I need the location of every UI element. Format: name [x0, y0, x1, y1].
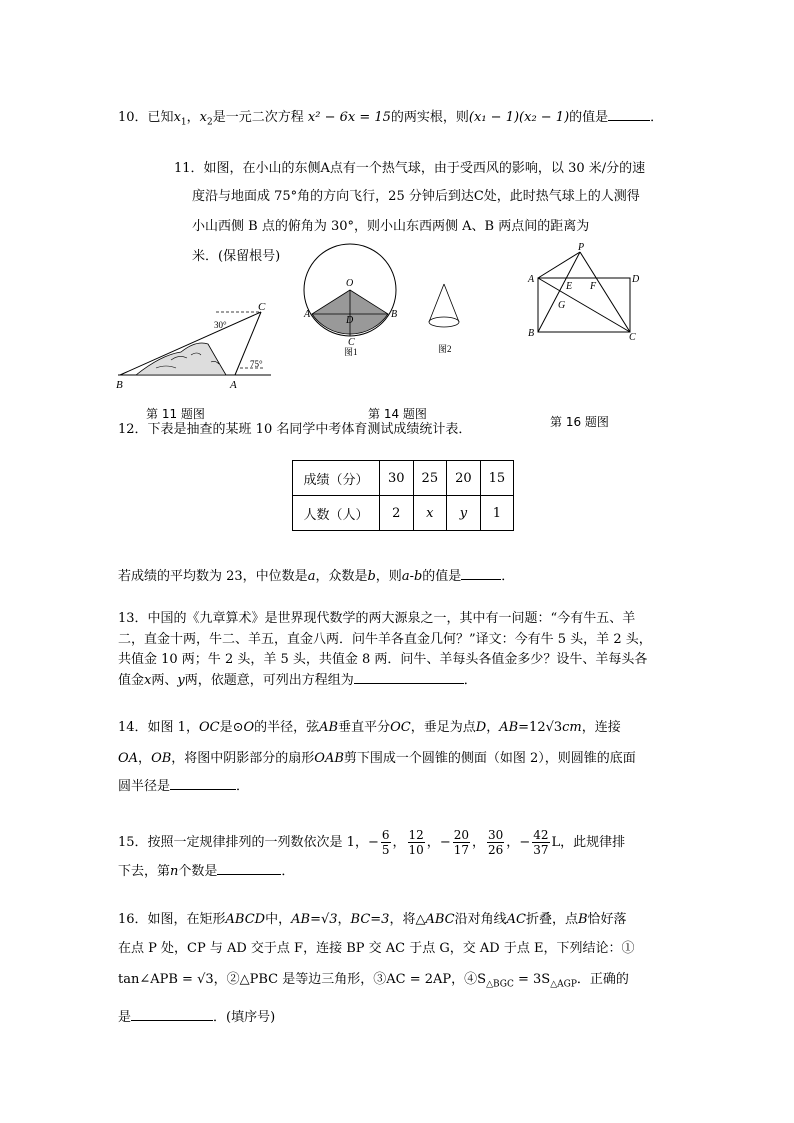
question-12: 12．下表是抽查的某班 10 名同学中考体育测试成绩统计表．	[118, 422, 472, 437]
q11-line4: 米．(保留根号)	[192, 249, 281, 264]
label-angle30: 30°	[214, 320, 227, 330]
figure-14	[302, 242, 482, 360]
q11-line3: 小山西侧 B 点的俯角为 30°，则小山东西两侧 A、B 两点间的距离为	[192, 219, 590, 234]
fraction-4: $\frac{30}{26}$	[488, 828, 504, 857]
caption-fig16: 第 16 题图	[550, 415, 609, 429]
cone-figure	[429, 284, 459, 327]
equation-10: x² − 6x = 15	[307, 110, 391, 125]
answer-blank-15	[217, 862, 281, 875]
fraction-1: $\frac{6}{5}$	[381, 828, 390, 857]
table-row: 人数（人） 2 x y 1	[293, 496, 514, 531]
fraction-2: $\frac{12}{10}$	[408, 828, 424, 857]
label-E16: E	[566, 281, 573, 292]
label-B16: B	[528, 328, 535, 339]
label-B: B	[116, 379, 123, 391]
label-D14: D	[346, 315, 354, 326]
label-G16: G	[558, 300, 566, 311]
label-O: O	[346, 278, 354, 289]
label-D16: D	[632, 274, 640, 285]
answer-blank-14	[170, 777, 236, 790]
label-A14: A	[304, 309, 311, 320]
fraction-5: $\frac{42}{37}$	[533, 828, 549, 857]
answer-blank-16	[131, 1008, 213, 1021]
caption-fig14: 第 14 题图	[368, 407, 427, 421]
sub-figure-2: 图2	[438, 344, 452, 354]
q11-line1: 11．如图，在小山的东侧A点有一个热气球，由于受西风的影响，以 30 米/分的速	[174, 161, 646, 176]
label-C: C	[258, 301, 266, 313]
question-10: 10．已知$x_1$，$x_2$是一元二次方程 x² − 6x = 15的两实根，则(x₁ − 1)(x₂ − 1)的值是 ．	[118, 110, 664, 128]
caption-fig11: 第 11 题图	[146, 407, 205, 421]
question-12-followup: 若成绩的平均数为 23，中位数是a，众数是b，则a-b的值是 ．	[118, 569, 515, 584]
fraction-3: $\frac{20}{17}$	[453, 828, 469, 857]
answer-blank-13	[354, 671, 464, 684]
label-B14: B	[391, 309, 398, 320]
label-A16: A	[528, 274, 535, 285]
label-F16: F	[590, 281, 597, 292]
table-row: 成绩（分） 30 25 20 15	[293, 461, 514, 496]
label-P: P	[578, 242, 585, 253]
answer-blank-10	[608, 108, 650, 121]
sub-figure-1: 图1	[344, 347, 358, 357]
figure-16	[522, 240, 652, 346]
page: 10．已知$x_1$，$x_2$是一元二次方程 x² − 6x = 15的两实根，则(x₁ − 1)(x₂ − 1)的值是 ． 11．如图，在小山的东侧A点有一个热气球，由于受西风的影响，以 30 米/分的速 度沿与地面成 75°角的方向飞行，25 分钟后到达C处，此时热气球上的人测得 小山西侧 B 点的俯角为 30°，则小山东西两侧 A、B 两点间的距离为 米．(保留根号) 30° 75° C B A 第 11 题图 O A B D C 图1 图2 第 14 题图 P A D E F G B C 第 16 题图 12．下表是抽查的某班 10 名同学中考体育测试成绩统计表． 成绩（分） 30 25 20 15 人数（人） 2 x y 1 若成绩的平均数为 23，中位数是a，众数是b，则a-b的值是 ． 13．中国的《九章算术》是世界现代数学的两大源泉之一，其中有一问题：“今有牛五、羊 二，直金十两，牛二、羊五，直金八两．问牛羊各直金几何？”译文：今有牛 5 头，羊 2 头， 共值金 10 两；牛 2 头，羊 5 头，共值金 8 两．问牛、羊每头各值金多少？设牛、羊每头各 值金x两、y两，依题意，可列出方程组为 ． 14．如图 1，OC是⊙O的半径，弦AB垂直平分OC，垂足为点D，AB=12√3cm，连接 OA，OB，将图中阴影部分的扇形OAB剪下围成一个圆锥的侧面（如图 2），则圆锥的底面 圆半径是 ． 15．按照一定规律排列的一列数依次是 1，− $\frac{6}{5}$ ， $\frac{12}{10}$ ，− $\frac{20}{17}$ ， $\frac{30}{26}$ ，− $\frac{42}{37}$ L，此规律排 下去，第n个数是 ． 16．如图，在矩形ABCD中，AB=√3，BC=3，将△ABC沿对角线AC折叠，点B恰好落 在点 P 处，CP 与 AD 交于点 F，连接 BP 交 AC 于点 G，交 AD 于点 E，下列结论：① tan∠APB = √3，②△PBC 是等边三角形，③AC = 2AP，$④S_{\triangle BGC} = 3S_{\triangle AGP}$．正确的 是 ．(填序号)	[116, 110, 664, 1025]
answer-blank-12	[461, 567, 501, 580]
label-angle75: 75°	[250, 359, 263, 369]
score-table	[292, 460, 514, 531]
q11-line2: 度沿与地面成 75°角的方向飞行，25 分钟后到达C处，此时热气球上的人测得	[192, 189, 640, 204]
label-C14: C	[348, 337, 355, 348]
label-C16: C	[629, 332, 636, 343]
label-A: A	[230, 379, 237, 391]
figure-11	[116, 300, 276, 392]
